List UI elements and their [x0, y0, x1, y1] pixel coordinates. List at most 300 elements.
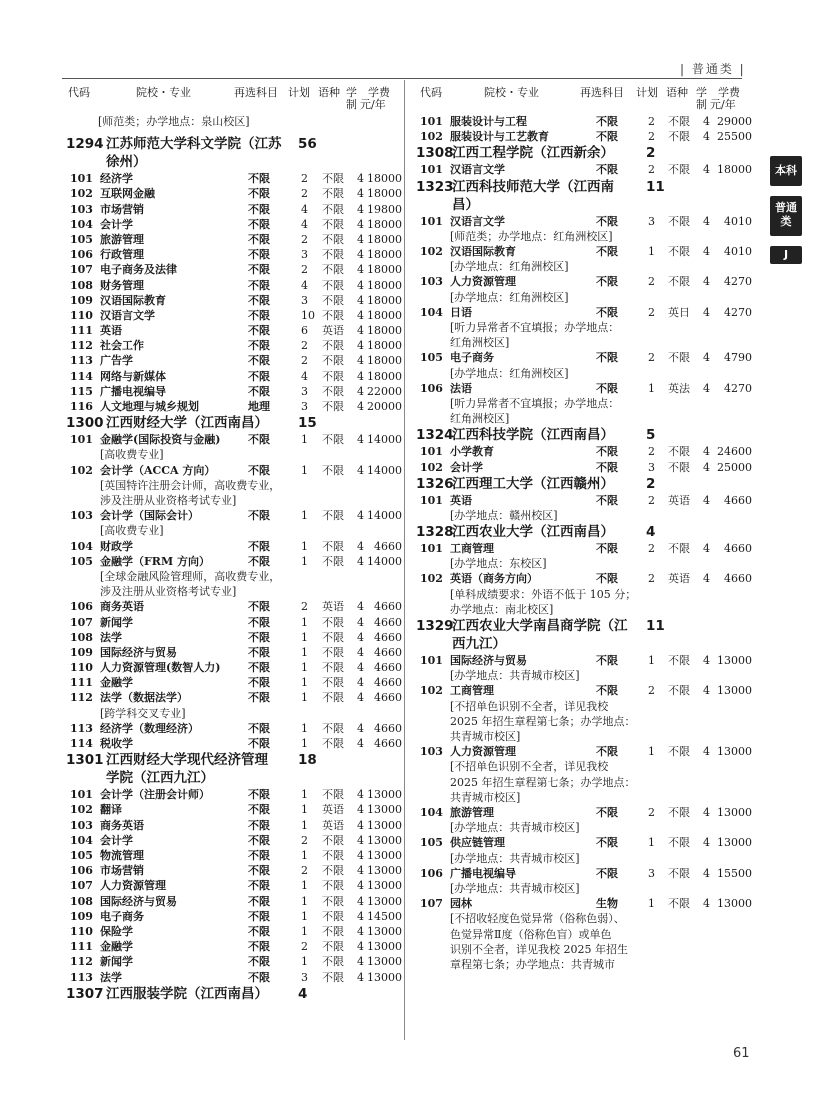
plan-count: 2 — [301, 187, 308, 201]
major-name: 法学 — [100, 630, 122, 644]
plan-count: 3 — [648, 460, 655, 474]
major-name: 电子商务 — [100, 909, 144, 923]
plan-count: 1 — [301, 630, 308, 644]
plan-count: 1 — [301, 433, 308, 447]
language: 不限 — [668, 130, 690, 144]
language: 不限 — [322, 924, 344, 938]
required-subject: 不限 — [596, 745, 618, 759]
plan-count: 1 — [301, 955, 308, 969]
major-code: 104 — [420, 806, 443, 820]
major-name: 保险学 — [100, 924, 133, 938]
required-subject: 不限 — [248, 661, 270, 675]
note: [办学地点：东校区] — [450, 557, 547, 571]
major-name: 人力资源管理 — [450, 275, 516, 289]
note: [办学地点：红角洲校区] — [450, 290, 569, 304]
required-subject: 不限 — [596, 542, 618, 556]
major-code: 103 — [70, 509, 93, 523]
major-name: 电子商务及法律 — [100, 263, 177, 277]
note: [高收费专业] — [100, 448, 164, 462]
tuition: 4660 — [374, 600, 402, 614]
major-row — [70, 970, 400, 985]
major-row — [70, 894, 400, 909]
major-code: 106 — [70, 248, 93, 262]
required-subject: 不限 — [248, 539, 270, 553]
duration: 4 — [703, 214, 710, 228]
language: 不限 — [322, 721, 344, 735]
major-code: 112 — [70, 339, 93, 353]
major-row — [70, 802, 400, 817]
language: 不限 — [668, 214, 690, 228]
major-code: 102 — [420, 684, 443, 698]
major-name: 英语（商务方向） — [450, 572, 538, 586]
tuition: 18000 — [367, 217, 402, 231]
major-list — [70, 721, 400, 751]
language: 不限 — [322, 187, 344, 201]
duration: 4 — [357, 909, 364, 923]
language: 不限 — [668, 806, 690, 820]
language: 不限 — [322, 615, 344, 629]
tuition: 4660 — [724, 493, 752, 507]
language: 不限 — [322, 909, 344, 923]
plan-count: 1 — [301, 539, 308, 553]
required-subject: 不限 — [248, 324, 270, 338]
required-subject: 不限 — [596, 445, 618, 459]
plan-count: 3 — [301, 293, 308, 307]
duration: 4 — [357, 955, 364, 969]
required-subject: 不限 — [596, 305, 618, 319]
col-xue: 学 — [346, 86, 357, 99]
major-name: 旅游管理 — [100, 232, 144, 246]
major-name: 市场营销 — [100, 864, 144, 878]
major-row — [70, 432, 400, 447]
plan-count: 2 — [301, 339, 308, 353]
duration: 4 — [357, 661, 364, 675]
major-name: 互联网金融 — [100, 187, 155, 201]
required-subject: 不限 — [248, 615, 270, 629]
major-row — [420, 244, 756, 259]
duration: 4 — [703, 351, 710, 365]
major-row — [70, 818, 400, 833]
note: [全球金融风险管理师，高收费专业， 涉及注册从业资格考试专业] — [100, 569, 281, 599]
university-header-cont: 昌） — [452, 196, 479, 213]
duration: 4 — [357, 940, 364, 954]
duration: 4 — [357, 630, 364, 644]
duration: 4 — [357, 278, 364, 292]
duration: 4 — [703, 275, 710, 289]
plan-count: 1 — [301, 924, 308, 938]
major-code: 109 — [70, 293, 93, 307]
tuition: 4660 — [374, 691, 402, 705]
tuition: 24600 — [717, 445, 752, 459]
major-name: 经济学 — [100, 172, 133, 186]
major-code: 102 — [420, 244, 443, 258]
duration: 4 — [357, 509, 364, 523]
note: [听力异常者不宜填报；办学地点： 红角洲校区] — [450, 396, 620, 426]
required-subject: 不限 — [248, 339, 270, 353]
major-name: 旅游管理 — [450, 806, 494, 820]
major-code: 114 — [70, 369, 93, 383]
major-name: 市场营销 — [100, 202, 144, 216]
duration: 4 — [357, 263, 364, 277]
required-subject: 不限 — [596, 806, 618, 820]
duration: 4 — [703, 542, 710, 556]
col-lang: 语种 — [666, 86, 688, 99]
major-code: 106 — [420, 866, 443, 880]
col-code: 代码 — [68, 86, 90, 99]
major-code: 103 — [420, 275, 443, 289]
major-row — [70, 721, 400, 736]
right-column-header — [416, 84, 756, 114]
required-subject: 不限 — [248, 187, 270, 201]
required-subject: 不限 — [596, 866, 618, 880]
plan-count: 1 — [301, 849, 308, 862]
major-name: 会计学 — [100, 217, 133, 231]
major-name: 新闻学 — [100, 615, 133, 629]
major-name: 网络与新媒体 — [100, 369, 166, 383]
major-code: 107 — [420, 897, 443, 911]
major-row — [420, 805, 756, 820]
major-name: 法学 — [100, 970, 122, 984]
required-subject: 不限 — [248, 463, 270, 477]
major-row — [70, 399, 400, 414]
university-header: 1300 江西财经大学（江西南昌） 15 — [66, 415, 317, 432]
major-list — [420, 114, 756, 144]
note: [不招单色识别不全者，详见我校 2025 年招生章程第七条；办学地点： 共青城市校区] — [450, 699, 636, 744]
language: 英语 — [322, 818, 344, 832]
note: [办学地点：共青城市校区] — [450, 821, 580, 835]
required-subject: 不限 — [596, 460, 618, 474]
language: 不限 — [322, 354, 344, 368]
major-row — [70, 787, 400, 802]
language: 不限 — [322, 788, 344, 802]
major-name: 园林 — [450, 897, 472, 911]
required-subject: 不限 — [248, 788, 270, 802]
language: 不限 — [322, 278, 344, 292]
major-code: 102 — [420, 460, 443, 474]
duration: 4 — [357, 970, 364, 984]
note: [办学地点：红角洲校区] — [450, 366, 569, 380]
major-code: 103 — [70, 202, 93, 216]
major-code: 115 — [70, 384, 93, 398]
duration: 4 — [357, 539, 364, 553]
note: [高收费专业] — [100, 524, 164, 538]
major-code: 105 — [70, 849, 93, 862]
tuition: 13000 — [717, 806, 752, 820]
duration: 4 — [357, 554, 364, 568]
page-number: 61 — [733, 1046, 750, 1061]
major-name: 法语 — [450, 381, 472, 395]
major-row — [70, 262, 400, 277]
major-row — [70, 848, 400, 863]
tuition: 14000 — [367, 509, 402, 523]
university-header: 1294 江苏师范大学科文学院（江苏 56 — [66, 136, 317, 153]
plan-count: 1 — [648, 836, 655, 850]
duration: 4 — [357, 615, 364, 629]
required-subject: 不限 — [596, 493, 618, 507]
language: 不限 — [322, 339, 344, 353]
language: 不限 — [322, 849, 344, 862]
language: 不限 — [322, 940, 344, 954]
major-code: 106 — [420, 381, 443, 395]
plan-count: 2 — [301, 940, 308, 954]
major-row — [420, 653, 756, 668]
language: 不限 — [668, 866, 690, 880]
tuition: 18000 — [367, 293, 402, 307]
tuition: 18000 — [367, 232, 402, 246]
required-subject: 不限 — [596, 381, 618, 395]
major-row — [70, 863, 400, 878]
major-name: 服装设计与工程 — [450, 115, 527, 128]
tuition: 4660 — [724, 572, 752, 586]
left-column-header — [62, 84, 402, 114]
duration: 4 — [357, 354, 364, 368]
tuition: 13000 — [367, 849, 402, 862]
university-header-cont: 西九江） — [452, 636, 506, 653]
required-subject: 不限 — [596, 836, 618, 850]
tuition: 18000 — [367, 172, 402, 186]
plan-count: 1 — [301, 676, 308, 690]
note: [不招单色识别不全者，详见我校 2025 年招生章程第七条；办学地点： 共青城市校区] — [450, 760, 636, 804]
plan-count: 1 — [648, 745, 655, 759]
note: [办学地点：共青城市校区] — [450, 851, 580, 865]
plan-count: 2 — [648, 351, 655, 365]
language: 英语 — [668, 493, 690, 507]
major-row — [70, 954, 400, 969]
language: 不限 — [322, 293, 344, 307]
major-name: 人文地理与城乡规划 — [100, 400, 199, 414]
plan-count: 2 — [301, 864, 308, 878]
required-subject: 不限 — [248, 818, 270, 832]
tuition: 4270 — [724, 275, 752, 289]
col-school: 院校・专业 — [484, 86, 539, 99]
major-name: 汉语国际教育 — [100, 293, 166, 307]
language: 不限 — [668, 836, 690, 850]
plan-count: 2 — [648, 130, 655, 144]
plan-count: 2 — [648, 115, 655, 128]
major-name: 金融学 — [100, 940, 133, 954]
duration: 4 — [357, 645, 364, 659]
duration: 4 — [357, 433, 364, 447]
major-code: 101 — [420, 542, 443, 556]
duration: 4 — [357, 463, 364, 477]
duration: 4 — [703, 244, 710, 258]
major-row — [70, 599, 400, 614]
duration: 4 — [703, 684, 710, 698]
major-row — [70, 463, 400, 478]
major-code: 107 — [70, 879, 93, 893]
required-subject: 不限 — [248, 172, 270, 186]
major-row — [420, 274, 756, 289]
major-name: 汉语国际教育 — [450, 244, 516, 258]
plan-count: 1 — [301, 788, 308, 802]
required-subject: 不限 — [248, 369, 270, 383]
required-subject: 不限 — [248, 217, 270, 231]
major-code: 107 — [70, 263, 93, 277]
required-subject: 不限 — [596, 351, 618, 365]
plan-count: 1 — [301, 509, 308, 523]
major-name: 国际经济与贸易 — [100, 645, 177, 659]
major-row — [70, 909, 400, 924]
language: 不限 — [322, 232, 344, 246]
major-code: 106 — [70, 600, 93, 614]
col-zhi: 制 — [346, 98, 357, 111]
language: 英语 — [322, 803, 344, 817]
duration: 4 — [357, 864, 364, 878]
required-subject: 生物 — [596, 897, 618, 911]
required-subject: 不限 — [248, 833, 270, 847]
major-row — [420, 350, 756, 365]
university-header: 1301 江西财经大学现代经济管理 18 — [66, 752, 317, 769]
duration: 4 — [357, 400, 364, 414]
note: [听力异常者不宜填报；办学地点： 红角洲校区] — [450, 320, 620, 350]
language: 英日 — [668, 305, 690, 319]
language: 不限 — [322, 661, 344, 675]
university-header-cont: 学院（江西九江） — [106, 770, 214, 787]
plan-count: 2 — [301, 833, 308, 847]
duration: 4 — [357, 293, 364, 307]
major-name: 电子商务 — [450, 351, 494, 365]
language: 不限 — [322, 248, 344, 262]
major-row — [70, 323, 400, 338]
tuition: 4010 — [724, 214, 752, 228]
plan-count: 1 — [301, 463, 308, 477]
plan-count: 1 — [301, 909, 308, 923]
plan-count: 3 — [301, 400, 308, 414]
major-row — [70, 630, 400, 645]
duration: 4 — [357, 324, 364, 338]
plan-count: 1 — [648, 381, 655, 395]
major-code: 108 — [70, 894, 93, 908]
required-subject: 不限 — [596, 275, 618, 289]
plan-count: 2 — [301, 263, 308, 277]
major-row — [70, 384, 400, 399]
major-name: 金融学(国际投资与金融) — [100, 433, 221, 447]
major-code: 105 — [420, 836, 443, 850]
major-row — [70, 878, 400, 893]
plan-count: 3 — [648, 214, 655, 228]
tuition: 13000 — [367, 803, 402, 817]
tuition: 13000 — [717, 745, 752, 759]
tuition: 4660 — [724, 542, 752, 556]
tuition: 13000 — [367, 955, 402, 969]
duration: 4 — [357, 232, 364, 246]
major-name: 汉语言文学 — [450, 163, 505, 177]
major-row — [70, 675, 400, 690]
major-code: 109 — [70, 909, 93, 923]
tuition: 15500 — [717, 866, 752, 880]
tuition: 13000 — [367, 818, 402, 832]
major-row — [420, 214, 756, 229]
language: 不限 — [322, 202, 344, 216]
required-subject: 不限 — [248, 232, 270, 246]
tuition: 18000 — [367, 339, 402, 353]
col-plan: 计划 — [636, 86, 658, 99]
major-name: 行政管理 — [100, 248, 144, 262]
plan-count: 1 — [301, 645, 308, 659]
major-row — [420, 541, 756, 556]
major-code: 101 — [420, 163, 443, 177]
university-header: 1329 江西农业大学南昌商学院（江 11 — [416, 618, 665, 635]
major-code: 109 — [70, 645, 93, 659]
major-code: 104 — [70, 833, 93, 847]
major-code: 101 — [420, 445, 443, 459]
major-code: 116 — [70, 400, 93, 414]
major-code: 101 — [70, 433, 93, 447]
tuition: 14000 — [367, 463, 402, 477]
major-row — [70, 232, 400, 247]
duration: 4 — [703, 866, 710, 880]
major-block — [70, 432, 400, 751]
duration: 4 — [357, 217, 364, 231]
duration: 4 — [703, 163, 710, 177]
language: 不限 — [668, 460, 690, 474]
plan-count: 1 — [301, 721, 308, 735]
university-header: 1323 江西科技师范大学（江西南 11 — [416, 178, 665, 195]
plan-count: 6 — [301, 324, 308, 338]
tuition: 13000 — [717, 836, 752, 850]
major-code: 112 — [70, 955, 93, 969]
duration: 4 — [357, 384, 364, 398]
tuition: 4660 — [374, 630, 402, 644]
duration: 4 — [357, 879, 364, 893]
major-name: 服装设计与工艺教育 — [450, 130, 549, 144]
major-row — [420, 744, 756, 759]
duration: 4 — [357, 737, 364, 751]
required-subject: 不限 — [248, 293, 270, 307]
major-row — [420, 835, 756, 850]
language: 不限 — [322, 433, 344, 447]
plan-count: 2 — [648, 806, 655, 820]
language: 不限 — [322, 263, 344, 277]
duration: 4 — [703, 745, 710, 759]
duration: 4 — [357, 248, 364, 262]
tuition: 13000 — [717, 897, 752, 911]
language: 不限 — [322, 970, 344, 984]
duration: 4 — [357, 339, 364, 353]
required-subject: 不限 — [596, 572, 618, 586]
duration: 4 — [357, 833, 364, 847]
duration: 4 — [703, 572, 710, 586]
duration: 4 — [357, 721, 364, 735]
plan-count: 1 — [301, 737, 308, 751]
major-row — [70, 539, 400, 554]
plan-count: 2 — [648, 542, 655, 556]
duration: 4 — [357, 894, 364, 908]
note: [师范类；办学地点：泉山校区] — [98, 115, 250, 128]
major-row — [420, 162, 756, 177]
major-code: 112 — [70, 691, 93, 705]
duration: 4 — [357, 600, 364, 614]
language: 不限 — [668, 275, 690, 289]
col-code: 代码 — [420, 86, 442, 99]
major-code: 102 — [70, 187, 93, 201]
tuition: 14000 — [367, 554, 402, 568]
language: 不限 — [322, 509, 344, 523]
tuition: 4270 — [724, 381, 752, 395]
major-name: 翻译 — [100, 803, 122, 817]
tuition: 13000 — [717, 654, 752, 668]
required-subject: 不限 — [596, 163, 618, 177]
left-column — [66, 114, 402, 1003]
tuition: 19800 — [367, 202, 402, 216]
note: [英国特许注册会计师，高收费专业， 涉及注册从业资格考试专业] — [100, 478, 281, 507]
language: 不限 — [322, 384, 344, 398]
major-code: 108 — [70, 278, 93, 292]
major-row — [70, 171, 400, 186]
plan-count: 1 — [301, 691, 308, 705]
major-code: 102 — [420, 130, 443, 144]
major-list — [420, 162, 756, 177]
